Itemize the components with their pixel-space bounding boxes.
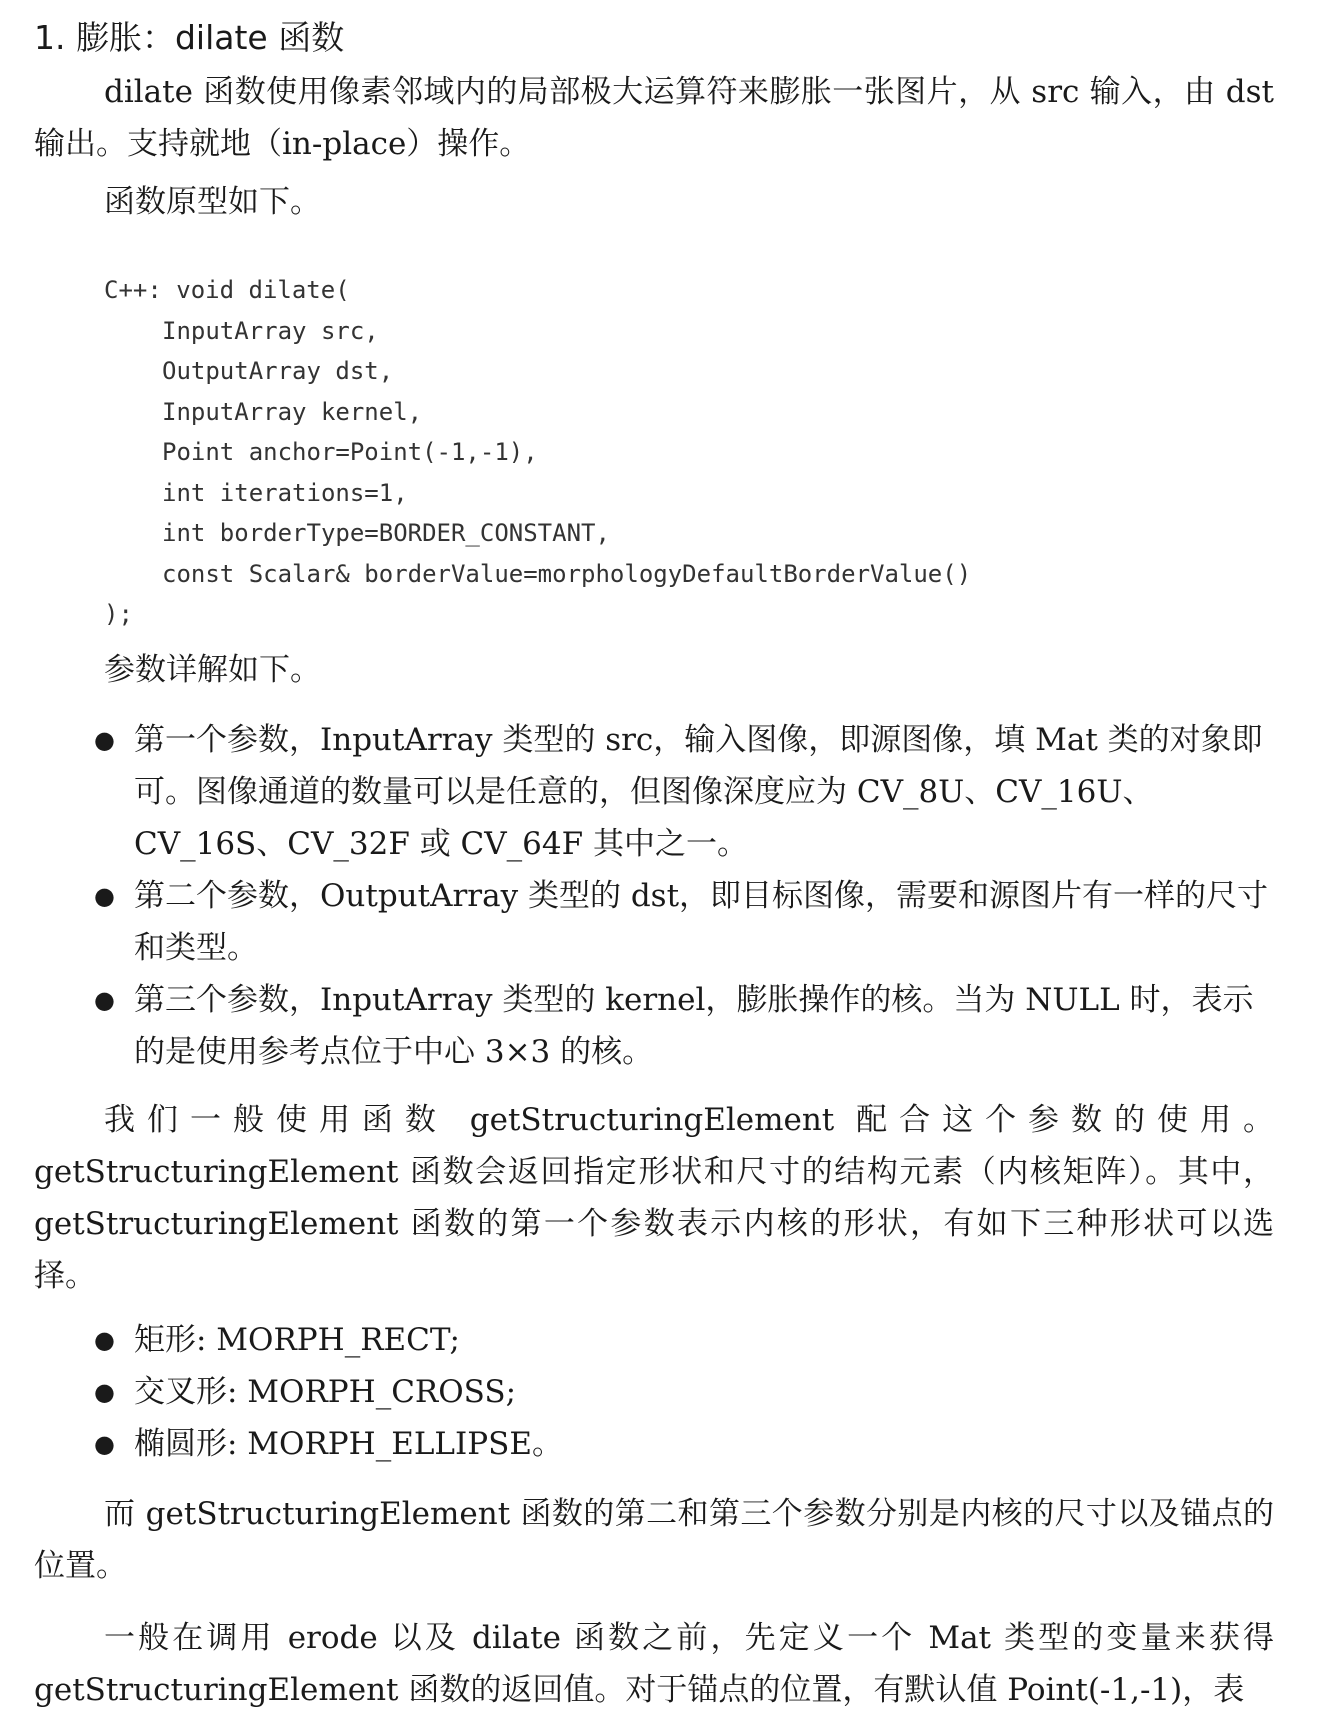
list-item <box>94 1366 1274 1418</box>
params-intro: 参数详解如下。 <box>104 652 321 688</box>
bullet-icon: ● <box>94 1378 115 1406</box>
list-item <box>94 714 1274 870</box>
list-item <box>94 1418 1274 1470</box>
list-item <box>94 1314 1274 1366</box>
last-paragraph: 一般在调用 erode 以及 dilate 函数之前，先定义一个 Mat 类型的变量来获得 getStructuringElement 函数的返回值。对于锚点的位置，有默认值 Point(-1,-1)，表 <box>34 1620 1274 1708</box>
shape-text: 矩形: MORPH_RECT; <box>134 1322 460 1358</box>
code-line: OutputArray dst, <box>162 357 394 385</box>
code-line: const Scalar& borderValue=morphologyDefaultBorderValue() <box>162 559 972 588</box>
code-line: ); <box>104 600 133 628</box>
intro-paragraph: dilate 函数使用像素邻域内的局部极大运算符来膨胀一张图片，从 src 输入，由 dst 输出。支持就地（in-place）操作。 <box>34 74 1274 162</box>
bullet-icon: ● <box>94 1430 115 1458</box>
bullet-icon: ● <box>94 882 115 910</box>
code-line: int iterations=1, <box>162 478 408 507</box>
usage-paragraph: 我们一般使用函数 getStructuringElement 配合这个参数的使用。getStructuringElement 函数会返回指定形状和尺寸的结构元素（内核矩阵）。其中，getStructuringElement 函数的第一个参数表示内核的形状，有如下三种形状可以选择。 <box>34 1102 1274 1294</box>
list-item <box>94 974 1274 1078</box>
shape-text: 椭圆形: MORPH_ELLIPSE。 <box>134 1426 563 1462</box>
code-block <box>104 270 971 635</box>
section-heading: 1. 膨胀：dilate 函数 <box>34 18 345 57</box>
code-line: int borderType=BORDER_CONSTANT, <box>162 519 610 547</box>
prototype-intro: 函数原型如下。 <box>104 184 321 220</box>
code-line: InputArray kernel, <box>162 397 423 426</box>
bullet-icon: ● <box>94 1326 115 1354</box>
bullet-icon: ● <box>94 726 115 754</box>
param-text: 第一个参数，InputArray 类型的 src，输入图像，即源图像，填 Mat 类的对象即可。图像通道的数量可以是任意的，但图像深度应为 CV_8U、CV_16U、CV_16S、CV_32F 或 CV_64F 其中之一。 <box>134 722 1263 862</box>
param-text: 第三个参数，InputArray 类型的 kernel，膨胀操作的核。当为 NULL 时，表示的是使用参考点位于中心 3×3 的核。 <box>134 982 1254 1070</box>
param-text: 第二个参数，OutputArray 类型的 dst，即目标图像，需要和源图片有一样的尺寸和类型。 <box>134 878 1269 966</box>
shapes-list <box>94 1314 1274 1470</box>
shape-text: 交叉形: MORPH_CROSS; <box>134 1374 517 1410</box>
code-line: Point anchor=Point(-1,-1), <box>162 438 538 466</box>
code-line: InputArray src, <box>162 316 379 345</box>
bullet-icon: ● <box>94 986 115 1014</box>
anchor-paragraph: 而 getStructuringElement 函数的第二和第三个参数分别是内核的尺寸以及锚点的位置。 <box>34 1496 1274 1584</box>
list-item <box>94 870 1274 974</box>
params-list <box>94 714 1274 1078</box>
code-line: C++: void dilate( <box>104 276 350 304</box>
